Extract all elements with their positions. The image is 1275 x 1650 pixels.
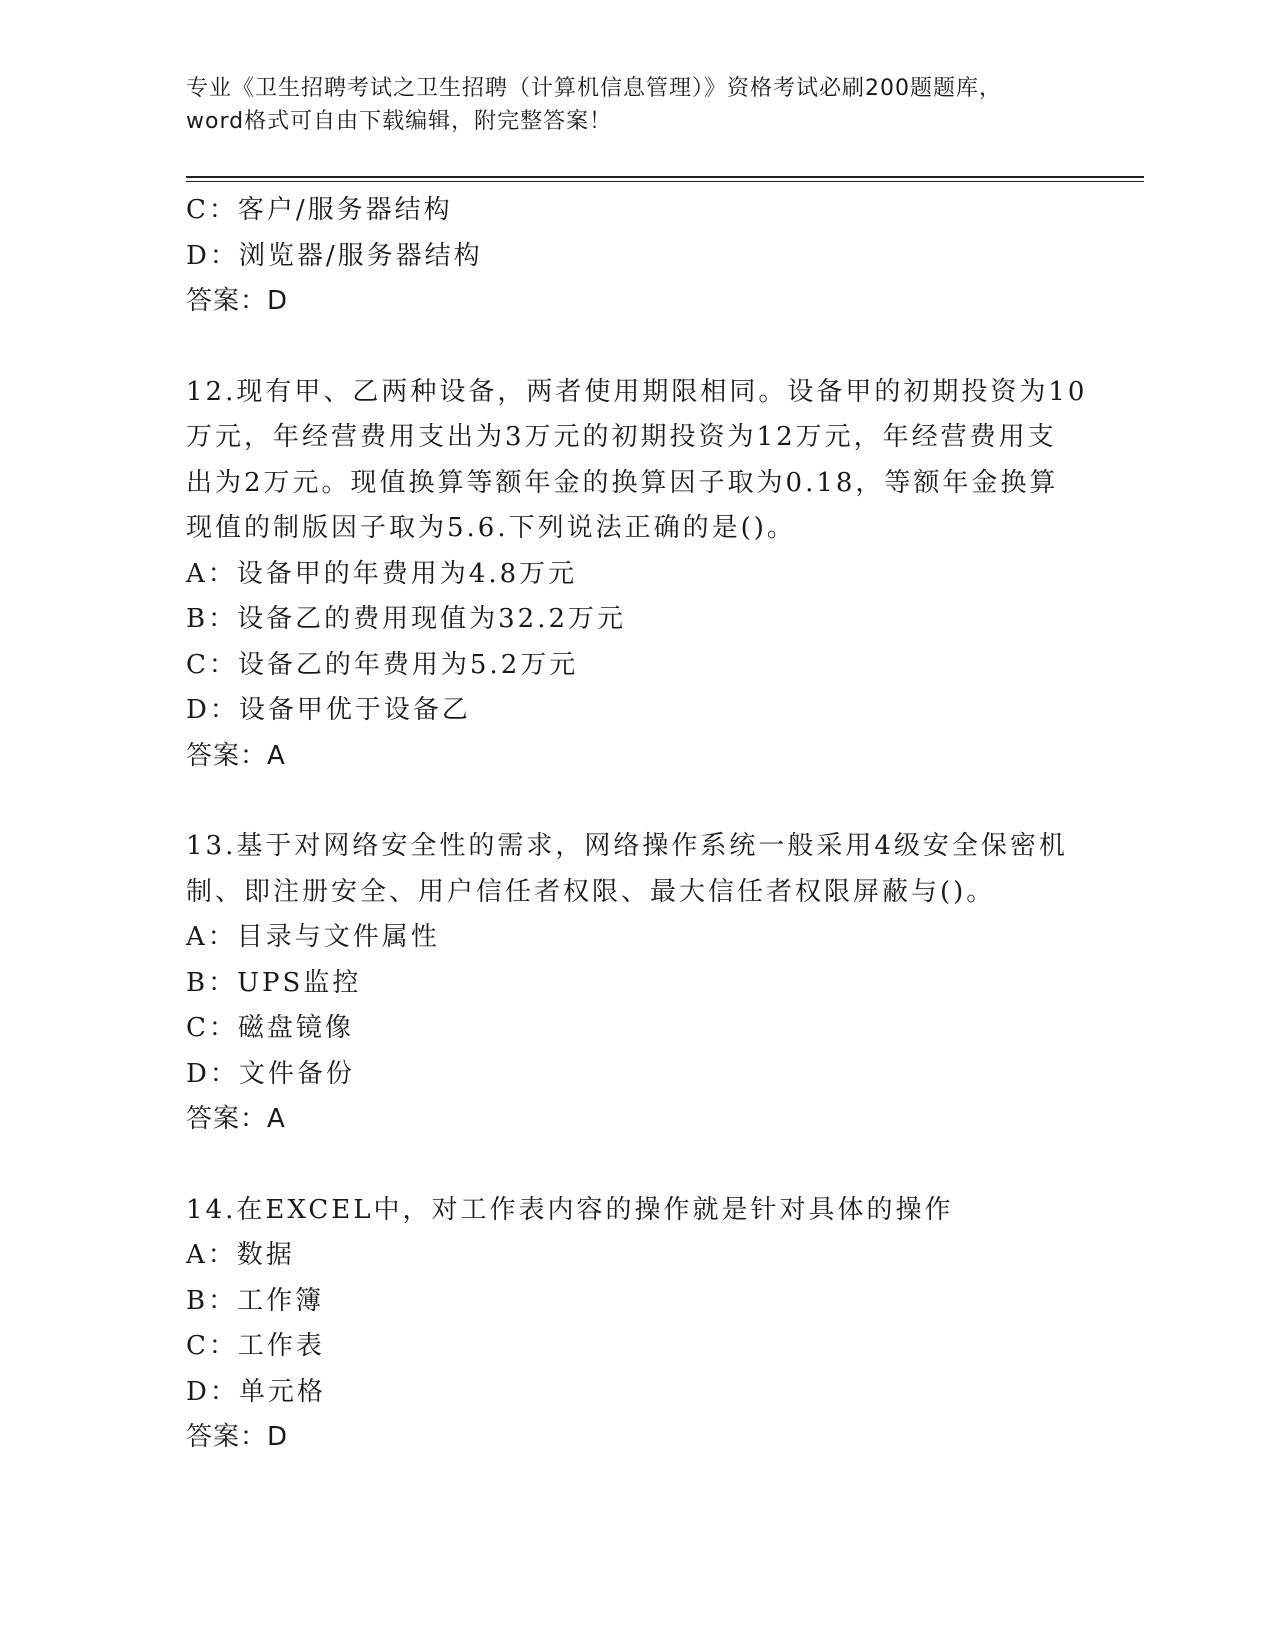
header-title-line-2: word格式可自由下载编辑，附完整答案！ (186, 109, 613, 134)
option-a: A：设备甲的年费用为4.8万元 (186, 558, 578, 589)
header-divider-thin (186, 181, 1144, 182)
answer-line: 答案：A (186, 740, 286, 771)
option-c: C：磁盘镜像 (186, 1013, 354, 1043)
option-a: A：数据 (186, 1240, 295, 1270)
answer-line: 答案：D (186, 286, 289, 316)
option-a: A：目录与文件属性 (186, 922, 440, 952)
question-text-line: 出为2万元。现值换算等额年金的换算因子取为0.18，等额年金换算 (186, 467, 1059, 498)
option-b: B：工作簿 (186, 1285, 325, 1316)
question-14 (186, 1188, 1086, 1461)
document-header (186, 72, 1076, 138)
answer-line: 答案：D (186, 1422, 289, 1452)
question-spacer (186, 1143, 1086, 1188)
option-b: B：设备乙的费用现值为32.2万元 (186, 604, 626, 634)
question-13 (186, 824, 1086, 1143)
question-list (186, 188, 1086, 1461)
question-text-line: 制、即注册安全、用户信任者权限、最大信任者权限屏蔽与()。 (186, 876, 996, 907)
question-spacer (186, 779, 1086, 824)
option-d: D：文件备份 (186, 1058, 355, 1089)
option-d: D：设备甲优于设备乙 (186, 695, 471, 725)
option-d: D：单元格 (186, 1376, 326, 1407)
question-spacer (186, 325, 1086, 370)
header-title-line-1: 专业《卫生招聘考试之卫生招聘（计算机信息管理）》资格考试必刷200题题库， (186, 76, 1002, 101)
question-text-line: 14.在EXCEL中，对工作表内容的操作就是针对具体的操作 (186, 1194, 954, 1225)
option-b: B：UPS监控 (186, 967, 362, 998)
question-11-tail (186, 188, 1086, 325)
question-text-line: 现值的制版因子取为5.6.下列说法正确的是()。 (186, 513, 796, 543)
answer-line: 答案：A (186, 1104, 286, 1134)
question-text-line: 13.基于对网络安全性的需求，网络操作系统一般采用4级安全保密机 (186, 831, 1068, 861)
question-12 (186, 370, 1086, 780)
option-d: D：浏览器/服务器结构 (186, 240, 483, 271)
option-c: C：客户/服务器结构 (186, 195, 453, 225)
option-c: C：设备乙的年费用为5.2万元 (186, 649, 579, 680)
question-text-line: 万元，年经营费用支出为3万元的初期投资为12万元，年经营费用支 (186, 422, 1057, 452)
question-text-line: 12.现有甲、乙两种设备，两者使用期限相同。设备甲的初期投资为10 (186, 376, 1088, 407)
header-divider-thick (186, 176, 1144, 178)
option-c: C：工作表 (186, 1331, 325, 1361)
